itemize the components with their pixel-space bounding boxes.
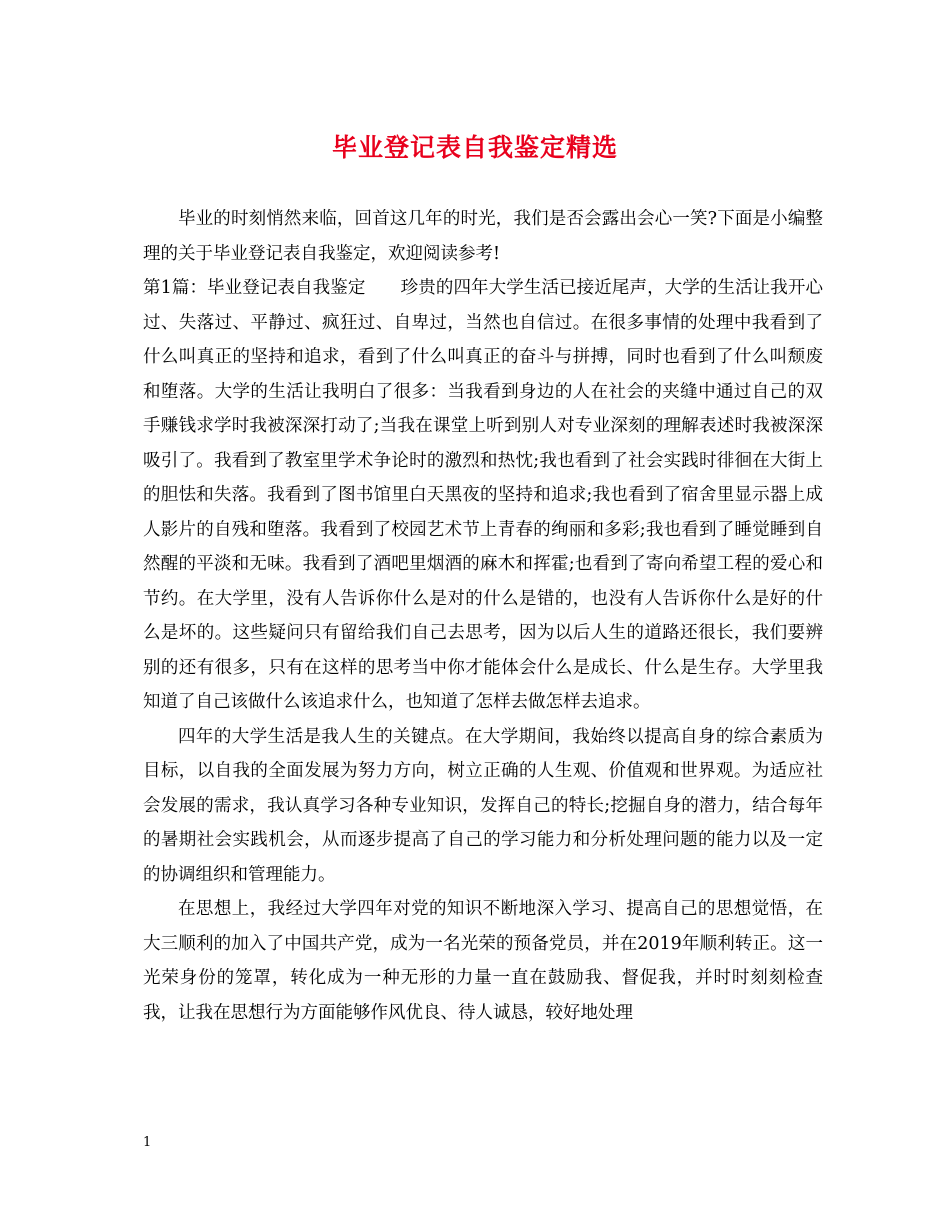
intro-paragraph: 毕业的时刻悄然来临，回首这几年的时光，我们是否会露出会心一笑?下面是小编整理的关于毕业登记表自我鉴定，欢迎阅读参考! [143, 209, 823, 264]
section-1-paragraph: 第1篇：毕业登记表自我鉴定 珍贵的四年大学生活已接近尾声，大学的生活让我开心过、失落过、平静过、疯狂过、自卑过，当然也自信过。在很多事情的处理中我看到了什么叫真正的坚持和追求，看到了什么叫真正的奋斗与拼搏，同时也看到了什么叫颓废和堕落。大学的生活让我明白了很多：当我看到身边的人在社会的夹缝中通过自己的双手赚钱求学时我被深深打动了;当我在课堂上听到别人对专业深刻的理解表述时我被深深吸引了。我看到了教室里学术争论时的激烈和热忱;我也看到了社会实践时徘徊在大街上的胆怯和失落。我看到了图书馆里白天黑夜的坚持和追求;我也看到了宿舍里显示器上成人影片的自残和堕落。我看到了校园艺术节上青春的绚丽和多彩;我也看到了睡觉睡到自然醒的平淡和无味。我看到了酒吧里烟酒的麻木和挥霍;也看到了寄向希望工程的爱心和节约。在大学里，没有人告诉你什么是对的什么是错的，也没有人告诉你什么是好的什么是坏的。这些疑问只有留给我们自己去思考，因为以后人生的道路还很长，我们要辨别的还有很多，只有在这样的思考当中你才能体会什么是成长、什么是生存。大学里我知道了自己该做什么该追求什么，也知道了怎样去做怎样去追求。 [143, 278, 823, 712]
document-title: 毕业登记表自我鉴定精选 [331, 133, 618, 162]
body-paragraph: 在思想上，我经过大学四年对党的知识不断地深入学习、提高自己的思想觉悟，在大三顺利的加入了中国共产党，成为一名光荣的预备党员，并在2019年顺利转正。这一光荣身份的笼罩，转化成为一种无形的力量一直在鼓励我、督促我，并时时刻刻检查我，让我在思想行为方面能够作风优良、待人诚恳，较好地处理 [143, 899, 823, 1023]
page-number: 1 [143, 1135, 152, 1150]
body-paragraph: 四年的大学生活是我人生的关键点。在大学期间，我始终以提高自身的综合素质为目标，以自我的全面发展为努力方向，树立正确的人生观、价值观和世界观。为适应社会发展的需求，我认真学习各种专业知识，发挥自己的特长;挖掘自身的潜力，结合每年的暑期社会实践机会，从而逐步提高了自己的学习能力和分析处理问题的能力以及一定的协调组织和管理能力。 [143, 726, 823, 885]
document-body [143, 202, 823, 1030]
